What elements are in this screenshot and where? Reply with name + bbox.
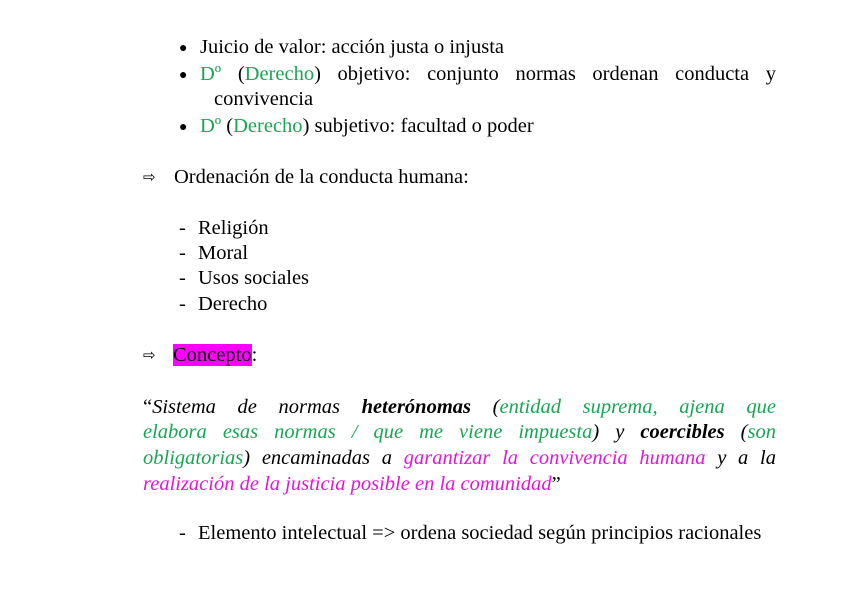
arrow-icon: ⇨ [143,168,156,186]
quote-open: “ [143,396,153,418]
quote-text: ( [724,421,748,443]
list-item: Derecho [198,293,268,315]
bullet-item-2 [200,64,776,85]
bullet-item-1 [200,37,504,58]
quote-text: y a la [705,447,776,469]
bullet-dot: ● [179,120,188,135]
dash-marker: - [179,267,186,289]
quote-line-4 [143,474,561,495]
abbr-do: Dº [200,63,222,85]
list-item: Moral [198,242,249,264]
quote-magenta-text: realización de la justicia posible en la comunidad [143,473,552,495]
bullet-dot: ● [179,41,188,56]
bullet-item-2-continuation: convivencia [214,88,314,110]
word-derecho: Derecho [244,63,315,85]
paren-open: ( [221,63,245,85]
highlighted-concepto: Concepto [173,344,252,366]
bullet-item-3-text: ) subjetivo: facultad o poder [302,115,534,137]
quote-magenta-text: garantizar la convivencia humana [403,447,706,469]
section-heading-ordenacion: Ordenación de la conducta humana: [174,166,469,188]
dash-marker: - [179,242,186,264]
quote-text: ) encaminadas a [243,447,404,469]
quote-text: ) y [592,421,641,443]
list-item-elemento: Elemento intelectual => ordena sociedad según principios racionales [198,522,762,544]
word-derecho: Derecho [233,115,303,137]
bullet-item-2-text: ) objetivo: conjunto normas ordenan conducta y [314,63,776,85]
quote-green-text: son [747,421,776,443]
quote-line-3 [143,448,776,469]
quote-coercibles: coercibles [640,421,725,443]
dash-marker: - [179,293,186,315]
section-heading-concepto [173,345,257,366]
quote-heteronomas: heterónomas [361,396,472,418]
quote-line-1 [143,397,776,418]
quote-green-text: elabora esas normas / que me viene impuesta [143,421,593,443]
dash-marker: - [179,217,186,239]
quote-text: ( [471,396,500,418]
arrow-icon: ⇨ [143,346,156,364]
dash-marker: - [179,522,186,544]
quote-text: Sistema de normas [152,396,362,418]
paren-open: ( [221,115,234,137]
quote-green-text: obligatorias [143,447,244,469]
bullet-item-1-text: Juicio de valor: acción justa o injusta [200,36,505,58]
list-item: Usos sociales [198,267,310,289]
abbr-do: Dº [200,115,222,137]
bullet-dot: ● [179,68,188,83]
list-item: Religión [198,217,269,239]
colon: : [251,344,258,366]
bullet-item-3 [200,116,534,137]
quote-line-2 [143,422,776,443]
quote-close: ” [551,473,561,495]
quote-green-text: entidad suprema, ajena que [499,396,776,418]
